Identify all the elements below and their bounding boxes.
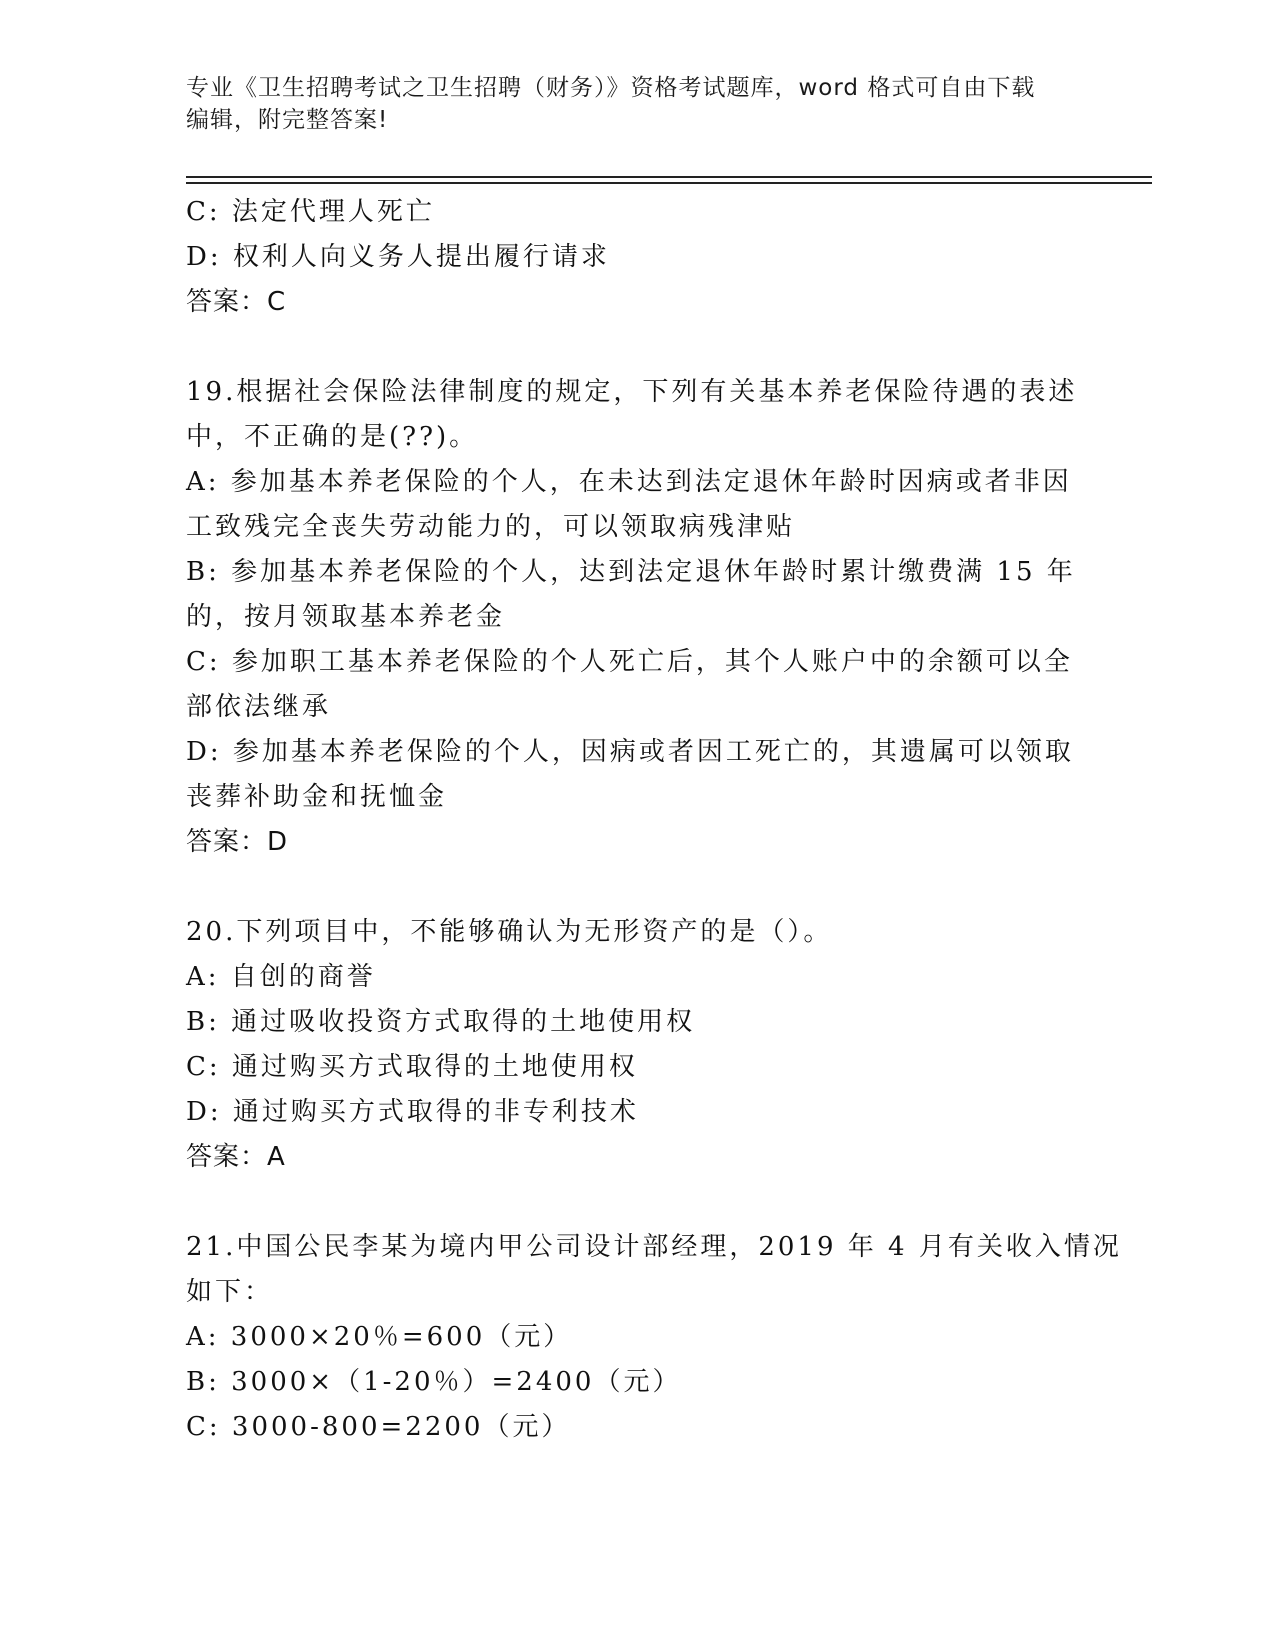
spacer — [186, 1180, 1086, 1225]
option-a: A: 3000×20％=600（元） — [186, 1322, 573, 1352]
option-d: D: 权利人向义务人提出履行请求 — [186, 242, 610, 272]
question-21 — [186, 1225, 1122, 1450]
option-b: B: 参加基本养老保险的个人，达到法定退休年龄时累计缴费满 15 年 — [186, 557, 1076, 587]
spacer — [186, 325, 1086, 370]
option-d: D: 参加基本养老保险的个人，因病或者因工死亡的，其遗属可以领取 — [186, 737, 1074, 767]
option-b-cont: 的，按月领取基本养老金 — [186, 602, 506, 632]
question-stem: 19.根据社会保险法律制度的规定，下列有关基本养老保险待遇的表述 — [186, 377, 1078, 407]
header-line-1: 专业《卫生招聘考试之卫生招聘（财务）》资格考试题库，word 格式可自由下载 — [186, 75, 1036, 101]
answer-label: 答案：D — [186, 827, 289, 857]
question-19 — [186, 370, 1086, 865]
header-divider-bottom — [186, 182, 1152, 184]
option-c: C: 3000-800=2200（元） — [186, 1412, 571, 1442]
answer-label: 答案：C — [186, 287, 287, 317]
question-stem-cont: 如下： — [186, 1277, 274, 1307]
question-list — [186, 190, 1122, 1450]
question-18-tail — [186, 190, 1086, 325]
document-header-note — [186, 72, 1086, 136]
spacer — [186, 865, 1086, 910]
header-line-2: 编辑，附完整答案! — [186, 107, 389, 133]
question-stem-cont: 中，不正确的是(??)。 — [186, 422, 479, 452]
option-d: D: 通过购买方式取得的非专利技术 — [186, 1097, 639, 1127]
option-a: A: 参加基本养老保险的个人，在未达到法定退休年龄时因病或者非因 — [186, 467, 1072, 497]
header-divider-top — [186, 176, 1152, 178]
answer-label: 答案：A — [186, 1142, 286, 1172]
option-b: B: 通过吸收投资方式取得的土地使用权 — [186, 1007, 696, 1037]
option-c-cont: 部依法继承 — [186, 692, 332, 722]
question-stem: 21.中国公民李某为境内甲公司设计部经理，2019 年 4 月有关收入情况 — [186, 1232, 1122, 1262]
option-a: A: 自创的商誉 — [186, 962, 376, 992]
question-20 — [186, 910, 1086, 1180]
option-c: C: 法定代理人死亡 — [186, 197, 435, 227]
option-c: C: 通过购买方式取得的土地使用权 — [186, 1052, 638, 1082]
option-d-cont: 丧葬补助金和抚恤金 — [186, 782, 448, 812]
question-stem: 20.下列项目中，不能够确认为无形资产的是（）。 — [186, 917, 833, 947]
option-b: B: 3000×（1-20％）=2400（元） — [186, 1367, 682, 1397]
option-c: C: 参加职工基本养老保险的个人死亡后，其个人账户中的余额可以全 — [186, 647, 1073, 677]
option-a-cont: 工致残完全丧失劳动能力的，可以领取病残津贴 — [186, 512, 796, 542]
